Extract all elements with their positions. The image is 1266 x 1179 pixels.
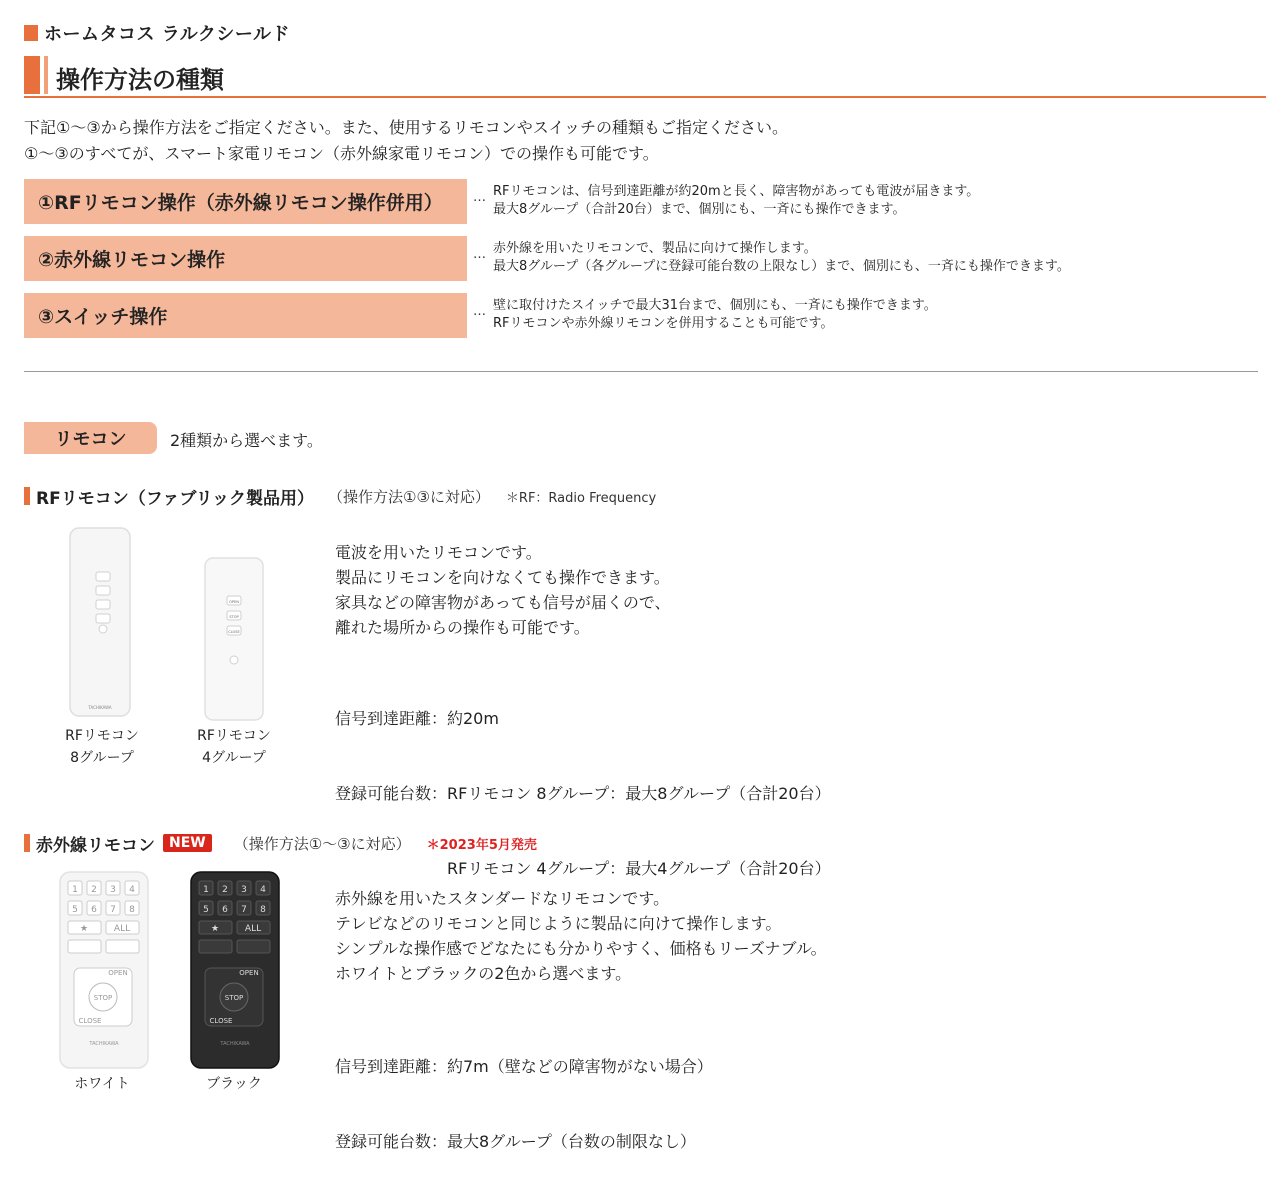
- method-switch: [24, 293, 467, 338]
- method-rf: [24, 179, 467, 224]
- rf8-brand-mark: TACHIKAWA: [88, 705, 112, 710]
- rf8-caption: [50, 725, 154, 769]
- rf-remote-4-image: [203, 556, 265, 722]
- svg-text:4: 4: [129, 885, 135, 895]
- caption-line: RFリモコン: [197, 728, 271, 744]
- method-desc-line: 最大8グループ（合計20台）まで、個別にも、一斉にも操作できます。: [493, 202, 906, 217]
- ir-compat: （操作方法①～③に対応）: [233, 834, 411, 853]
- svg-text:STOP: STOP: [224, 994, 244, 1002]
- method-desc-line: 赤外線を用いたリモコンで、製品に向けて操作します。: [493, 241, 817, 256]
- svg-text:1: 1: [203, 885, 209, 895]
- svg-text:★: ★: [210, 924, 220, 934]
- method-ir: [24, 236, 467, 281]
- spec-line: RFリモコン 4グループ：最大4グループ（合計20台）: [335, 859, 831, 878]
- body-line: テレビなどのリモコンと同じように製品に向けて操作します。: [335, 914, 782, 933]
- svg-text:7: 7: [241, 905, 247, 915]
- svg-text:6: 6: [91, 905, 97, 915]
- heading-marker: [24, 834, 30, 852]
- method-dots: …: [473, 247, 486, 262]
- method-label: ③スイッチ操作: [38, 306, 168, 328]
- ir-heading: [24, 832, 537, 854]
- spec-line: 登録可能台数：RFリモコン 8グループ：最大8グループ（合計20台）: [335, 784, 831, 803]
- svg-text:TACHIKAWA: TACHIKAWA: [89, 1041, 119, 1047]
- svg-text:5: 5: [72, 905, 78, 915]
- method-desc-line: RFリモコンや赤外線リモコンを併用することも可能です。: [493, 316, 834, 331]
- new-badge: NEW: [163, 834, 212, 852]
- remocon-sub: 2種類から選べます。: [170, 431, 323, 450]
- method-label: ①RFリモコン操作（赤外線リモコン操作併用）: [38, 192, 443, 214]
- spec-line: 信号到達距離：約7m（壁などの障害物がない場合）: [335, 1057, 713, 1076]
- intro-line: 下記①～③から操作方法をご指定ください。また、使用するリモコンやスイッチの種類もご指定ください。: [24, 118, 789, 137]
- body-line: 家具などの障害物があっても信号が届くので、: [335, 593, 671, 612]
- body-line: 製品にリモコンを向けなくても操作できます。: [335, 568, 670, 587]
- ir-black-caption: ブラック: [206, 1076, 262, 1092]
- heading-marker: [24, 487, 30, 505]
- brand-header: [24, 22, 290, 44]
- svg-text:5: 5: [203, 905, 209, 915]
- method-desc: [493, 297, 937, 333]
- rf-compat: （操作方法①③に対応）: [328, 487, 490, 506]
- rf4-close-key: CLOSE: [228, 630, 240, 634]
- rf4-open-key: OPEN: [229, 600, 239, 604]
- title-bar-light: [44, 56, 48, 94]
- page-title: 操作方法の種類: [56, 66, 224, 94]
- body-line: シンプルな操作感でどなたにも分かりやすく、価格もリーズナブル。: [335, 939, 827, 958]
- intro-line: ①～③のすべてが、スマート家電リモコン（赤外線家電リモコン）での操作も可能です。: [24, 144, 659, 163]
- svg-text:8: 8: [260, 905, 266, 915]
- body-line: 離れた場所からの操作も可能です。: [335, 618, 590, 637]
- body-line: 電波を用いたリモコンです。: [335, 543, 542, 562]
- rf4-caption: [182, 725, 286, 769]
- svg-text:3: 3: [241, 885, 247, 895]
- svg-text:8: 8: [129, 905, 135, 915]
- brand-marker: [24, 25, 38, 41]
- svg-text:7: 7: [110, 905, 116, 915]
- svg-text:★: ★: [79, 924, 89, 934]
- rf-heading-title: RFリモコン（ファブリック製品用）: [36, 488, 315, 509]
- ir-body: [335, 886, 827, 986]
- svg-text:TACHIKAWA: TACHIKAWA: [220, 1041, 250, 1047]
- svg-text:6: 6: [222, 905, 228, 915]
- ir-specs: [335, 1004, 713, 1179]
- rf-body: [335, 540, 671, 640]
- svg-text:OPEN: OPEN: [108, 969, 128, 977]
- svg-text:CLOSE: CLOSE: [209, 1017, 233, 1025]
- caption-line: 4グループ: [202, 750, 266, 766]
- ir-note: ＊2023年5月発売: [426, 837, 537, 853]
- rf-specs: [335, 656, 831, 906]
- svg-text:STOP: STOP: [93, 994, 113, 1002]
- rf-note: ＊RF：Radio Frequency: [505, 490, 657, 506]
- caption-line: RFリモコン: [65, 728, 139, 744]
- section-title: [24, 56, 1266, 98]
- ir-remote-white-image: [58, 870, 150, 1070]
- ir-remote-black-image: [189, 870, 281, 1070]
- svg-text:3: 3: [110, 885, 116, 895]
- method-dots: …: [473, 304, 486, 319]
- method-desc: [493, 183, 979, 219]
- caption-line: 8グループ: [70, 750, 134, 766]
- svg-text:2: 2: [222, 885, 228, 895]
- method-label: ②赤外線リモコン操作: [38, 249, 226, 271]
- svg-text:CLOSE: CLOSE: [78, 1017, 102, 1025]
- method-desc-line: 最大8グループ（各グループに登録可能台数の上限なし）まで、個別にも、一斉にも操作できます。: [493, 259, 1070, 274]
- method-dots: …: [473, 190, 486, 205]
- svg-text:OPEN: OPEN: [239, 969, 259, 977]
- svg-text:1: 1: [72, 885, 78, 895]
- ir-white-caption: ホワイト: [74, 1076, 130, 1092]
- body-line: 赤外線を用いたスタンダードなリモコンです。: [335, 889, 670, 908]
- remocon-label: リモコン: [24, 422, 157, 454]
- rf-heading: [24, 485, 656, 507]
- spec-line: 登録可能台数：最大8グループ（台数の制限なし）: [335, 1132, 696, 1151]
- intro-text: [24, 115, 788, 167]
- spec-line: 信号到達距離：約20m: [335, 709, 499, 728]
- method-desc-line: 壁に取付けたスイッチで最大31台まで、個別にも、一斉にも操作できます。: [493, 298, 937, 313]
- rf-remote-8-image: [68, 526, 132, 718]
- svg-text:ALL: ALL: [244, 924, 262, 934]
- brand-name: ホームタコス ラルクシールド: [44, 24, 291, 45]
- ir-heading-title: 赤外線リモコン: [36, 835, 155, 856]
- svg-text:4: 4: [260, 885, 266, 895]
- title-bar: [24, 56, 40, 94]
- rf4-stop-key: STOP: [229, 615, 239, 619]
- svg-text:ALL: ALL: [113, 924, 131, 934]
- method-desc-line: RFリモコンは、信号到達距離が約20mと長く、障害物があっても電波が届きます。: [493, 184, 980, 199]
- body-line: ホワイトとブラックの2色から選べます。: [335, 964, 632, 983]
- method-desc: [493, 240, 1070, 276]
- divider: [24, 371, 1258, 372]
- svg-text:2: 2: [91, 885, 97, 895]
